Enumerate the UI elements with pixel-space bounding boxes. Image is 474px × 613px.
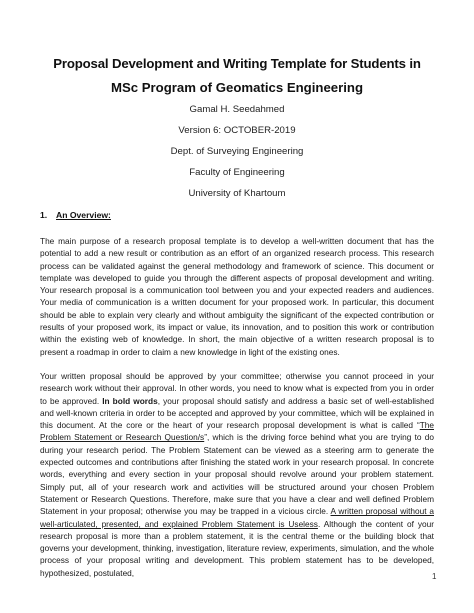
para2-underlined-useless-statement: A written proposal without a well-articulated, presented, and explained Problem Statement is Useless: [40, 506, 434, 529]
para2-bold-phrase: In bold words: [102, 395, 158, 406]
faculty-line: Faculty of Engineering: [189, 167, 285, 178]
author-name: Gamal H. Seedahmed: [189, 104, 285, 115]
section-number: 1.: [40, 210, 48, 220]
overview-paragraph-1: The main purpose of a research proposal template is to develop a well-written document that has the potential to add a new result or contribution as an effort of an organized research process. This research process can be validated against the general methodology and framework of science. This document or template was developed to guide you through the different aspects of proposal development and writing. Your research proposal is a communication tool between you and your expected readers and audiences. Your media of communication is a written document for your proposed work. In particular, this document should be able to explain very clearly and without ambiguity the significant of the expected contribution or results of your proposed work, its impact or value, its innovation, and to position this work or contribution within the existing web of knowledge. In short, the main objective of a written research proposal is to present a roadmap in order to claim a new knowledge in light of the existing ones.: [40, 236, 434, 357]
document-title-line1: Proposal Development and Writing Template for Students in: [53, 56, 421, 71]
para2-text-3: ”, which is the driving force behind what you are trying to do during your research period. The Problem Statement can be viewed as a steering arm to generate the expected outcomes and contributions after finishing the stated work in your research proposal. In concrete words, everything and every section in your proposal should revolve around your problem statement. Simply put, all of your research work and activities will be structured around your chosen Problem Statement or Research Questions. Therefore, make sure that you have a clear and well defined Problem Statement in your proposal; otherwise you may be trapped in a vicious circle.: [40, 432, 434, 517]
para2-underlined-problem-statement: The Problem Statement or Research Question/s: [40, 420, 434, 443]
version-line: Version 6: OCTOBER-2019: [178, 125, 296, 136]
document-title-line2: MSc Program of Geomatics Engineering: [110, 80, 364, 95]
overview-paragraph-2: [40, 370, 437, 581]
para2-text-1: Your written proposal should be approved by your committee; otherwise you cannot proceed in your research work without their approval. In other words, you need to know what is expected from you in order to be approved.: [40, 371, 434, 406]
page-number: 1: [432, 572, 437, 581]
para2-text-4: . Although the content of your research proposal is more than a problem statement, it is the central theme or the building block that governs your development, thinking, investigation, literature review, experiments, simulation, and the whole process of your proposal writing and development. This problem statement has to be developed, hypothesized, postulated,: [40, 518, 434, 578]
university-line: University of Khartoum: [188, 188, 286, 199]
department-line: Dept. of Surveying Engineering: [170, 146, 304, 157]
para2-text-2: , your proposal should satisfy and address a basic set of well-established and well-known criteria in order to be accepted and approved by your committee, which will be explained in this document. At the core or the heart of your research proposal development is what is called “: [40, 395, 435, 431]
section-heading: [40, 210, 111, 220]
section-title: An Overview:: [56, 210, 111, 220]
